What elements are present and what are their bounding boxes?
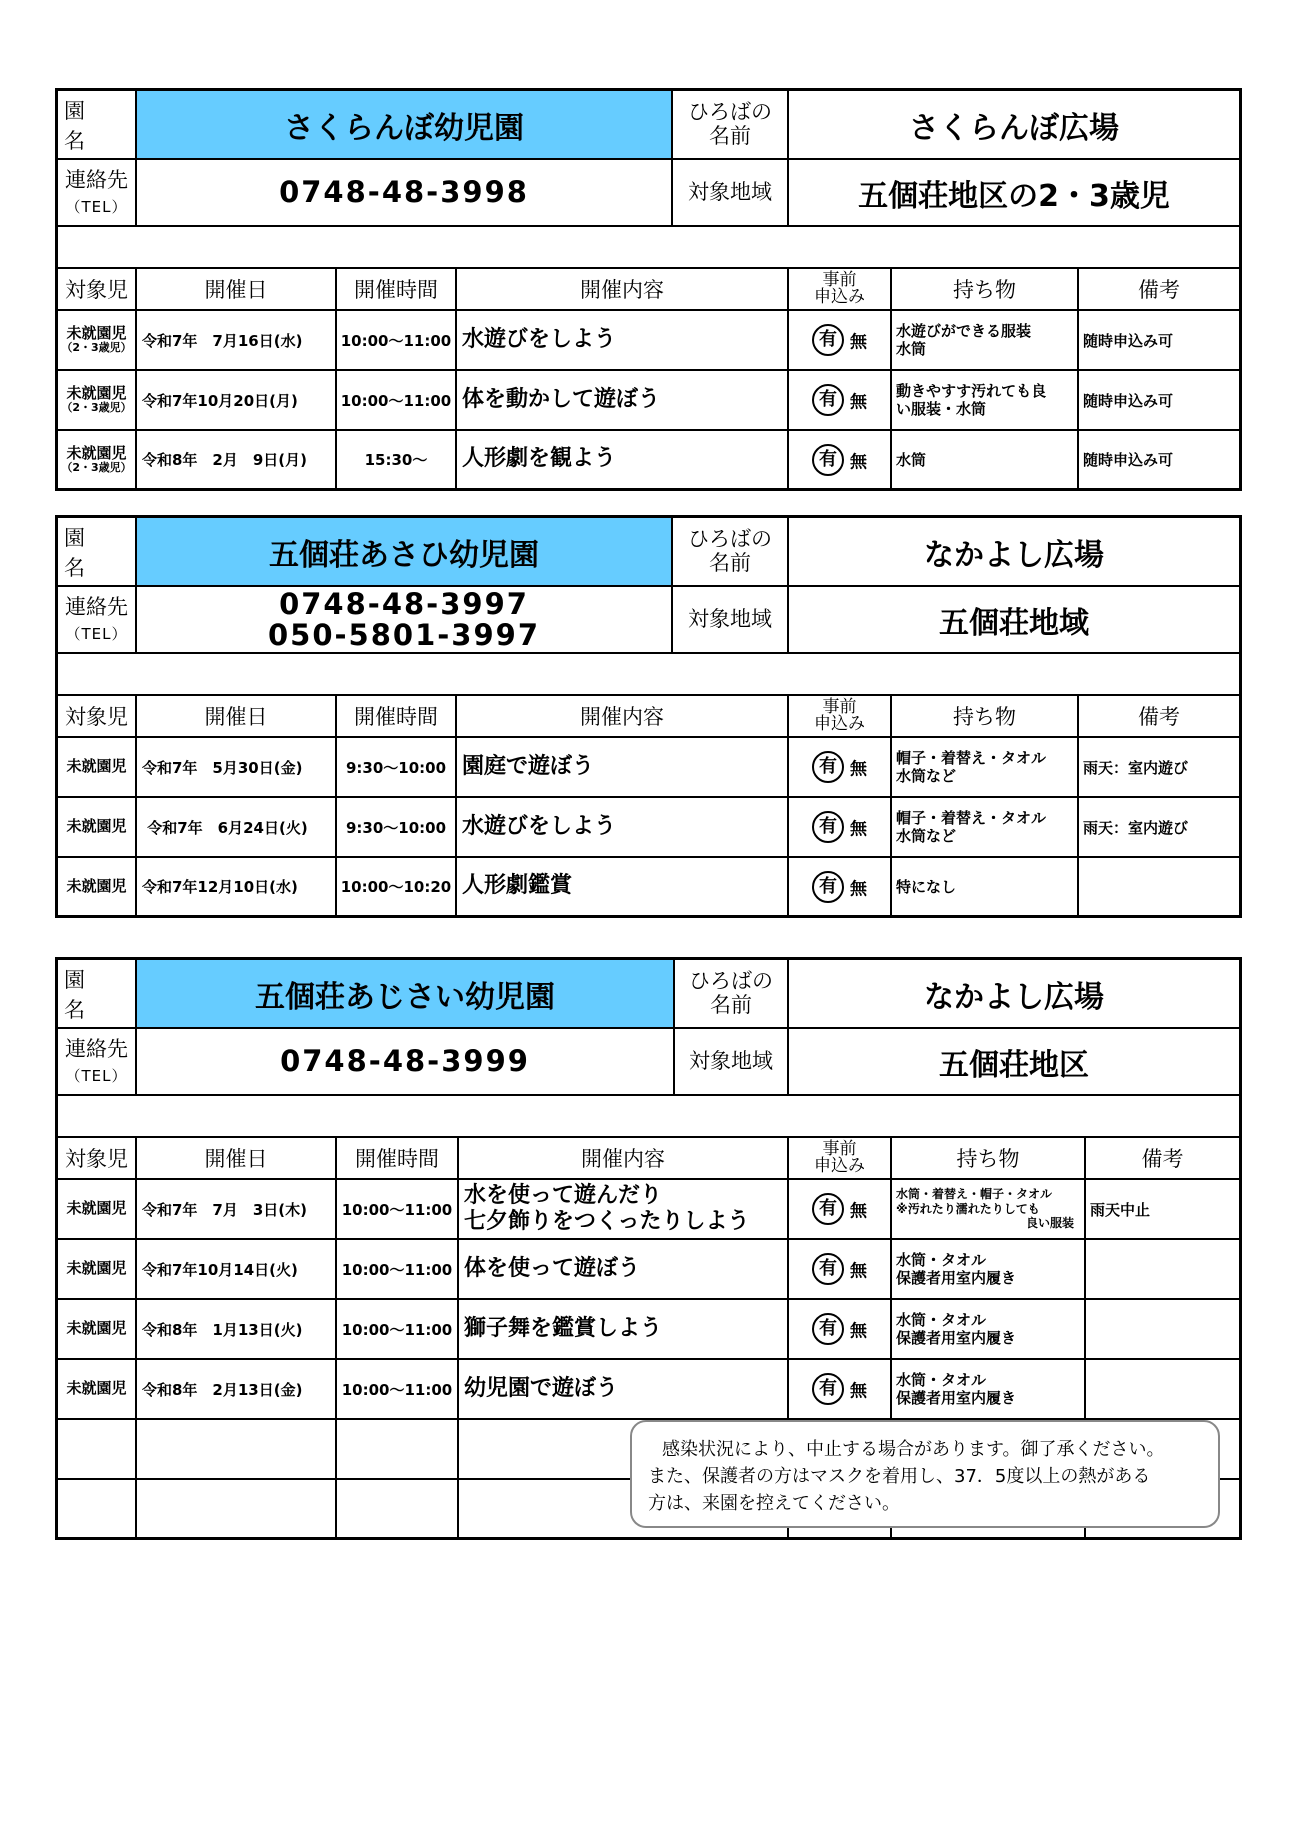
col-prereg-header: 事前 申込み — [788, 695, 891, 737]
remarks-cell: 雨天中止 — [1085, 1179, 1239, 1239]
col-date-header: 開催日 — [136, 1137, 336, 1179]
table-row — [58, 737, 1239, 797]
time-cell: 15:30～ — [336, 430, 456, 488]
content-cell: 体を動かして遊ぼう — [456, 370, 788, 430]
target-cell: 未就園児 — [58, 797, 136, 857]
kindergarten-name: 五個荘あじさい幼児園 — [136, 960, 674, 1028]
kindergarten-name: 五個荘あさひ幼児園 — [136, 518, 672, 586]
items-cell: 水筒・タオル 保護者用室内履き — [891, 1359, 1085, 1419]
remarks-cell: 随時申込み可 — [1078, 430, 1239, 488]
col-target-header: 対象児 — [58, 695, 136, 737]
content-cell: 水遊びをしよう — [456, 310, 788, 370]
time-cell: 10:00～11:00 — [336, 310, 456, 370]
target-cell: 未就園児 （2・3歳児） — [58, 430, 136, 488]
notice-line-2: また、保護者の方はマスクを着用し、37．5度以上の熱がある — [648, 1466, 1151, 1487]
content-cell: 人形劇を観よう — [456, 430, 788, 488]
kindergarten-name: さくらんぼ幼児園 — [136, 91, 672, 159]
col-items-header: 持ち物 — [891, 268, 1078, 310]
notice-line-1: 感染状況により、中止する場合があります。御了承ください。 — [662, 1439, 1165, 1460]
content-cell: 幼児園で遊ぼう — [458, 1359, 788, 1419]
remarks-cell: 雨天：室内遊び — [1078, 797, 1239, 857]
content-cell: 人形劇鑑賞 — [456, 857, 788, 915]
phone-number: 0748-48-3998 — [136, 159, 672, 226]
col-time-header: 開催時間 — [336, 1137, 458, 1179]
target-area: 五個荘地域 — [788, 586, 1239, 653]
target-cell: 未就園児 — [58, 1239, 136, 1299]
target-cell: 未就園児 — [58, 1179, 136, 1239]
time-cell: 10:00～10:20 — [336, 857, 456, 915]
content-cell: 園庭で遊ぼう — [456, 737, 788, 797]
table-row — [58, 370, 1239, 430]
items-cell: 水筒 — [891, 430, 1078, 488]
hiroba-name: なかよし広場 — [788, 960, 1239, 1028]
col-content-header: 開催内容 — [456, 695, 788, 737]
table-row — [58, 1299, 1239, 1359]
target-cell: 未就園児 — [58, 1299, 136, 1359]
table-row — [58, 1179, 1239, 1239]
col-target-header: 対象児 — [58, 268, 136, 310]
table-row — [58, 857, 1239, 915]
phone-number: 0748-48-3999 — [136, 1028, 674, 1095]
prereg-cell: 有 無 — [788, 857, 891, 915]
contact-label: 連絡先 （TEL） — [58, 159, 136, 226]
items-cell: 動きやすす汚れても良 い服装・水筒 — [891, 370, 1078, 430]
kindergarten-name-label: 園 名 — [58, 91, 136, 159]
table-row — [58, 310, 1239, 370]
col-content-header: 開催内容 — [458, 1137, 788, 1179]
time-cell: 9:30～10:00 — [336, 737, 456, 797]
col-items-header: 持ち物 — [891, 695, 1078, 737]
date-cell: 令和7年 7月16日(水) — [136, 310, 336, 370]
date-cell: 令和8年 1月13日(火) — [136, 1299, 336, 1359]
prereg-cell: 有 無 — [788, 737, 891, 797]
contact-label: 連絡先 （TEL） — [58, 586, 136, 653]
col-remarks-header: 備考 — [1078, 695, 1239, 737]
col-content-header: 開催内容 — [456, 268, 788, 310]
col-date-header: 開催日 — [136, 268, 336, 310]
spacer-row — [58, 226, 1239, 268]
remarks-cell — [1085, 1239, 1239, 1299]
area-label: 対象地域 — [674, 1028, 788, 1095]
items-cell: 帽子・着替え・タオル 水筒など — [891, 797, 1078, 857]
prereg-cell: 有 無 — [788, 1359, 891, 1419]
hiroba-name: さくらんぼ広場 — [788, 91, 1239, 159]
col-prereg-header: 事前 申込み — [788, 1137, 891, 1179]
time-cell: 10:00～11:00 — [336, 1359, 458, 1419]
prereg-cell: 有 無 — [788, 1239, 891, 1299]
phone-number: 0748-48-3997 050-5801-3997 — [136, 586, 672, 653]
date-cell: 令和7年10月14日(火) — [136, 1239, 336, 1299]
target-cell: 未就園児 — [58, 737, 136, 797]
content-cell: 体を使って遊ぼう — [458, 1239, 788, 1299]
prereg-cell: 有 無 — [788, 370, 891, 430]
target-cell: 未就園児 — [58, 1359, 136, 1419]
col-remarks-header: 備考 — [1085, 1137, 1239, 1179]
col-time-header: 開催時間 — [336, 695, 456, 737]
date-cell: 令和7年 5月30日(金) — [136, 737, 336, 797]
hiroba-name-label: ひろばの 名前 — [674, 960, 788, 1028]
table-row — [58, 1239, 1239, 1299]
remarks-cell: 雨天：室内遊び — [1078, 737, 1239, 797]
col-remarks-header: 備考 — [1078, 268, 1239, 310]
remarks-cell: 随時申込み可 — [1078, 310, 1239, 370]
remarks-cell — [1078, 857, 1239, 915]
items-cell: 水筒・タオル 保護者用室内履き — [891, 1239, 1085, 1299]
date-cell: 令和7年 7月 3日(木) — [136, 1179, 336, 1239]
prereg-cell: 有 無 — [788, 430, 891, 488]
hiroba-name: なかよし広場 — [788, 518, 1239, 586]
target-cell: 未就園児 （2・3歳児） — [58, 310, 136, 370]
kindergarten-name-label: 園 名 — [58, 960, 136, 1028]
area-label: 対象地域 — [672, 159, 788, 226]
kindergarten-name-label: 園 名 — [58, 518, 136, 586]
date-cell: 令和7年12月10日(水) — [136, 857, 336, 915]
content-cell: 水遊びをしよう — [456, 797, 788, 857]
content-cell: 水を使って遊んだり 七夕飾りをつくったりしよう — [458, 1179, 788, 1239]
items-cell: 帽子・着替え・タオル 水筒など — [891, 737, 1078, 797]
area-label: 対象地域 — [672, 586, 788, 653]
date-cell: 令和7年 6月24日(火) — [136, 797, 336, 857]
hiroba-name-label: ひろばの 名前 — [672, 518, 788, 586]
table-row — [58, 1359, 1239, 1419]
date-cell: 令和8年 2月 9日(月) — [136, 430, 336, 488]
time-cell: 9:30～10:00 — [336, 797, 456, 857]
time-cell: 10:00～11:00 — [336, 1179, 458, 1239]
col-date-header: 開催日 — [136, 695, 336, 737]
target-cell: 未就園児 — [58, 857, 136, 915]
hiroba-name-label: ひろばの 名前 — [672, 91, 788, 159]
remarks-cell — [1085, 1359, 1239, 1419]
notice-box — [630, 1420, 1220, 1528]
content-cell: 獅子舞を鑑賞しよう — [458, 1299, 788, 1359]
prereg-cell: 有 無 — [788, 797, 891, 857]
table-row — [58, 430, 1239, 488]
date-cell: 令和8年 2月13日(金) — [136, 1359, 336, 1419]
time-cell: 10:00～11:00 — [336, 1299, 458, 1359]
spacer-row — [58, 653, 1239, 695]
prereg-cell: 有 無 — [788, 1299, 891, 1359]
contact-label: 連絡先 （TEL） — [58, 1028, 136, 1095]
col-target-header: 対象児 — [58, 1137, 136, 1179]
items-cell: 特になし — [891, 857, 1078, 915]
target-cell: 未就園児 （2・3歳児） — [58, 370, 136, 430]
schedule-block-2 — [55, 515, 1242, 918]
col-items-header: 持ち物 — [891, 1137, 1085, 1179]
prereg-cell: 有 無 — [788, 310, 891, 370]
time-cell: 10:00～11:00 — [336, 370, 456, 430]
remarks-cell: 随時申込み可 — [1078, 370, 1239, 430]
target-area: 五個荘地区の2・3歳児 — [788, 159, 1239, 226]
notice-line-3: 方は、来園を控えてください。 — [648, 1493, 900, 1514]
target-area: 五個荘地区 — [788, 1028, 1239, 1095]
col-time-header: 開催時間 — [336, 268, 456, 310]
date-cell: 令和7年10月20日(月) — [136, 370, 336, 430]
items-cell: 水筒・着替え・帽子・タオル ※汚れたり濡れたりしても 良い服装 — [891, 1179, 1085, 1239]
table-row — [58, 797, 1239, 857]
spacer-row — [58, 1095, 1239, 1137]
items-cell: 水筒・タオル 保護者用室内履き — [891, 1299, 1085, 1359]
time-cell: 10:00～11:00 — [336, 1239, 458, 1299]
items-cell: 水遊びができる服装 水筒 — [891, 310, 1078, 370]
remarks-cell — [1085, 1299, 1239, 1359]
schedule-block-1 — [55, 88, 1242, 491]
prereg-cell: 有 無 — [788, 1179, 891, 1239]
col-prereg-header: 事前 申込み — [788, 268, 891, 310]
